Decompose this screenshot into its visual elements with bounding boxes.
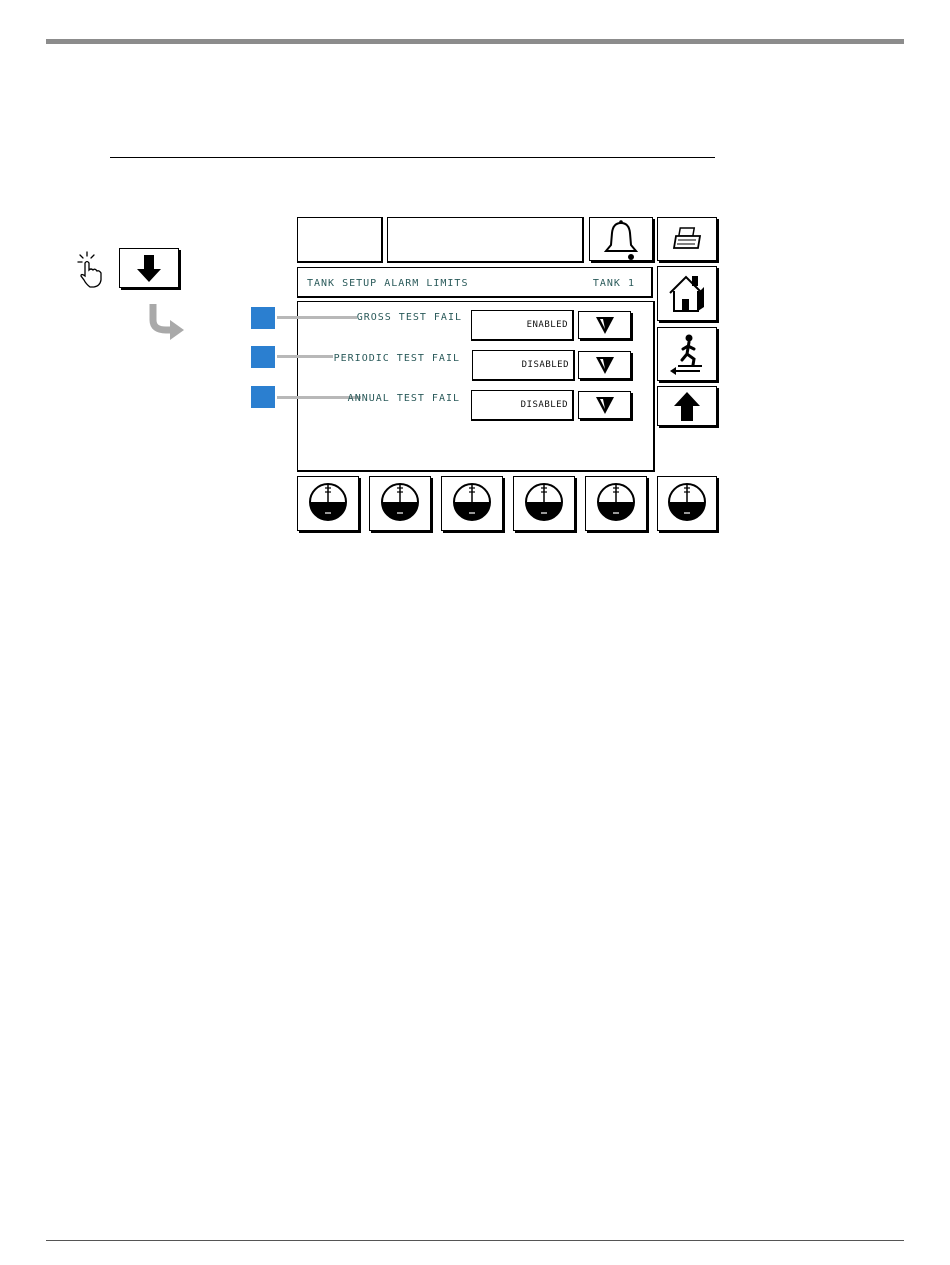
setting-value-periodic[interactable]: DISABLED (472, 350, 575, 381)
breadcrumb: TANK SETUP ALARM LIMITS (307, 278, 469, 289)
callout-marker-3 (251, 386, 275, 408)
exit-button[interactable] (657, 327, 717, 381)
tank-label: TANK 1 (592, 278, 635, 289)
tank-button-3[interactable] (441, 476, 503, 531)
curved-arrow-icon (146, 302, 188, 344)
dropdown-button-periodic[interactable] (578, 351, 631, 379)
callout-marker-1 (251, 307, 275, 329)
tank-button-5[interactable] (585, 476, 647, 531)
tank-button-4[interactable] (513, 476, 575, 531)
dropdown-button-gross[interactable] (578, 311, 631, 339)
tank-gauge-icon (586, 477, 646, 530)
footer-rule (46, 1240, 904, 1241)
setting-label-annual: ANNUAL TEST FAIL (347, 393, 460, 404)
dropdown-arrow-icon (579, 352, 630, 378)
setting-label-periodic: PERIODIC TEST FAIL (333, 353, 460, 364)
home-icon (658, 267, 716, 320)
header-rule (46, 39, 904, 44)
tank-gauge-icon (658, 477, 716, 530)
bell-icon (590, 218, 652, 260)
tank-button-2[interactable] (369, 476, 431, 531)
tank-gauge-icon (514, 477, 574, 530)
callout-leader-2 (277, 355, 333, 358)
setting-label-gross: GROSS TEST FAIL (356, 312, 462, 323)
screen-header (297, 267, 653, 298)
section-rule (110, 157, 715, 158)
tap-gesture-icon (76, 250, 110, 290)
tank-gauge-icon (370, 477, 430, 530)
setting-value-gross[interactable]: ENABLED (471, 310, 574, 341)
dropdown-arrow-icon (579, 392, 630, 418)
tank-button-1[interactable] (297, 476, 359, 531)
dropdown-button-annual[interactable] (578, 391, 631, 419)
up-arrow-button[interactable] (657, 386, 717, 426)
status-field-1 (297, 217, 383, 263)
up-arrow-icon (658, 387, 716, 425)
exit-icon (658, 328, 716, 380)
alarm-button[interactable] (589, 217, 653, 261)
tank-gauge-icon (442, 477, 502, 530)
dropdown-arrow-icon (579, 312, 630, 338)
printer-icon (658, 218, 716, 260)
callout-marker-2 (251, 346, 275, 368)
setting-value-annual[interactable]: DISABLED (471, 390, 574, 421)
tank-gauge-icon (298, 477, 358, 530)
down-arrow-icon (120, 249, 178, 287)
home-button[interactable] (657, 266, 717, 321)
callout-leader-1 (277, 316, 357, 319)
down-arrow-button[interactable] (119, 248, 179, 288)
status-field-2 (387, 217, 584, 263)
tank-button-6[interactable] (657, 476, 717, 531)
print-button[interactable] (657, 217, 717, 261)
